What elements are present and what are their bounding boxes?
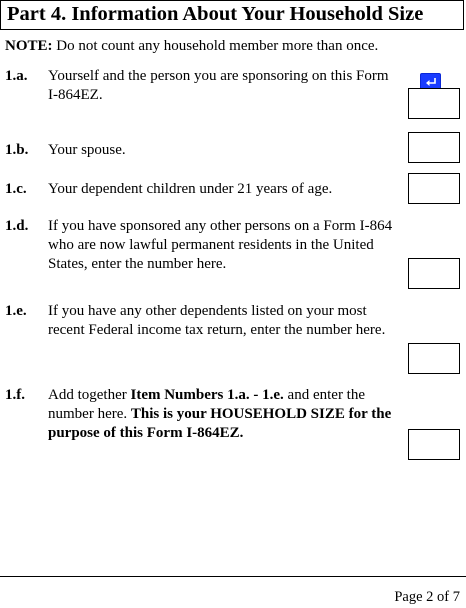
item-line: If you have sponsored any other persons on a Form I-864 [48, 218, 393, 234]
item-number: 1.e. [5, 303, 27, 319]
item-line [48, 424, 460, 443]
item-number: 1.a. [5, 68, 28, 84]
item-text-run: and enter the [283, 387, 366, 403]
item-line: Yourself and the person you are sponsoring on this Form [48, 68, 389, 84]
item-line: recent Federal income tax return, enter the number here. [48, 322, 386, 338]
item-line [48, 405, 460, 424]
item-number: 1.f. [5, 387, 25, 403]
item-text [48, 67, 460, 105]
item-line: States, enter the number here. [48, 256, 227, 272]
item-text [48, 386, 460, 443]
household-dependent-children-field[interactable] [408, 173, 460, 204]
note [5, 38, 378, 55]
household-spouse-field[interactable] [408, 132, 460, 163]
household-yourself-and-sponsored-field[interactable] [408, 88, 460, 119]
household-other-sponsored-field[interactable] [408, 258, 460, 289]
item-line: If you have any other dependents listed on your most [48, 303, 367, 319]
part-title: Part 4. Information About Your Household Size [7, 3, 424, 25]
item-text [48, 141, 460, 160]
part-4-header [0, 0, 464, 30]
item-line: who are now lawful permanent residents in the United [48, 237, 374, 253]
item-line: I-864EZ. [48, 87, 103, 103]
item-text-run: number here. [48, 406, 131, 422]
item-text [48, 302, 460, 340]
item-text-bold: This is your HOUSEHOLD SIZE for the [130, 406, 392, 422]
item-number: 1.c. [5, 181, 27, 197]
item-text-bold: purpose of this Form I-864EZ. [48, 425, 244, 441]
item-text [48, 180, 460, 199]
item-text [48, 217, 460, 274]
page-number: Page 2 of 7 [394, 589, 460, 605]
note-label: NOTE: [5, 38, 53, 54]
household-size-total-field[interactable] [408, 429, 460, 460]
item-number: 1.b. [5, 142, 29, 158]
household-other-dependents-field[interactable] [408, 343, 460, 374]
footer-divider [0, 576, 466, 577]
item-number: 1.d. [5, 218, 29, 234]
item-line: Your dependent children under 21 years of age. [48, 181, 333, 197]
item-text-run: Add together [48, 387, 131, 403]
item-text-bold: Item Numbers 1.a. - 1.e. [130, 387, 284, 403]
note-text: Do not count any household member more than once. [52, 38, 379, 54]
item-line: Your spouse. [48, 142, 126, 158]
item-line [48, 386, 460, 405]
